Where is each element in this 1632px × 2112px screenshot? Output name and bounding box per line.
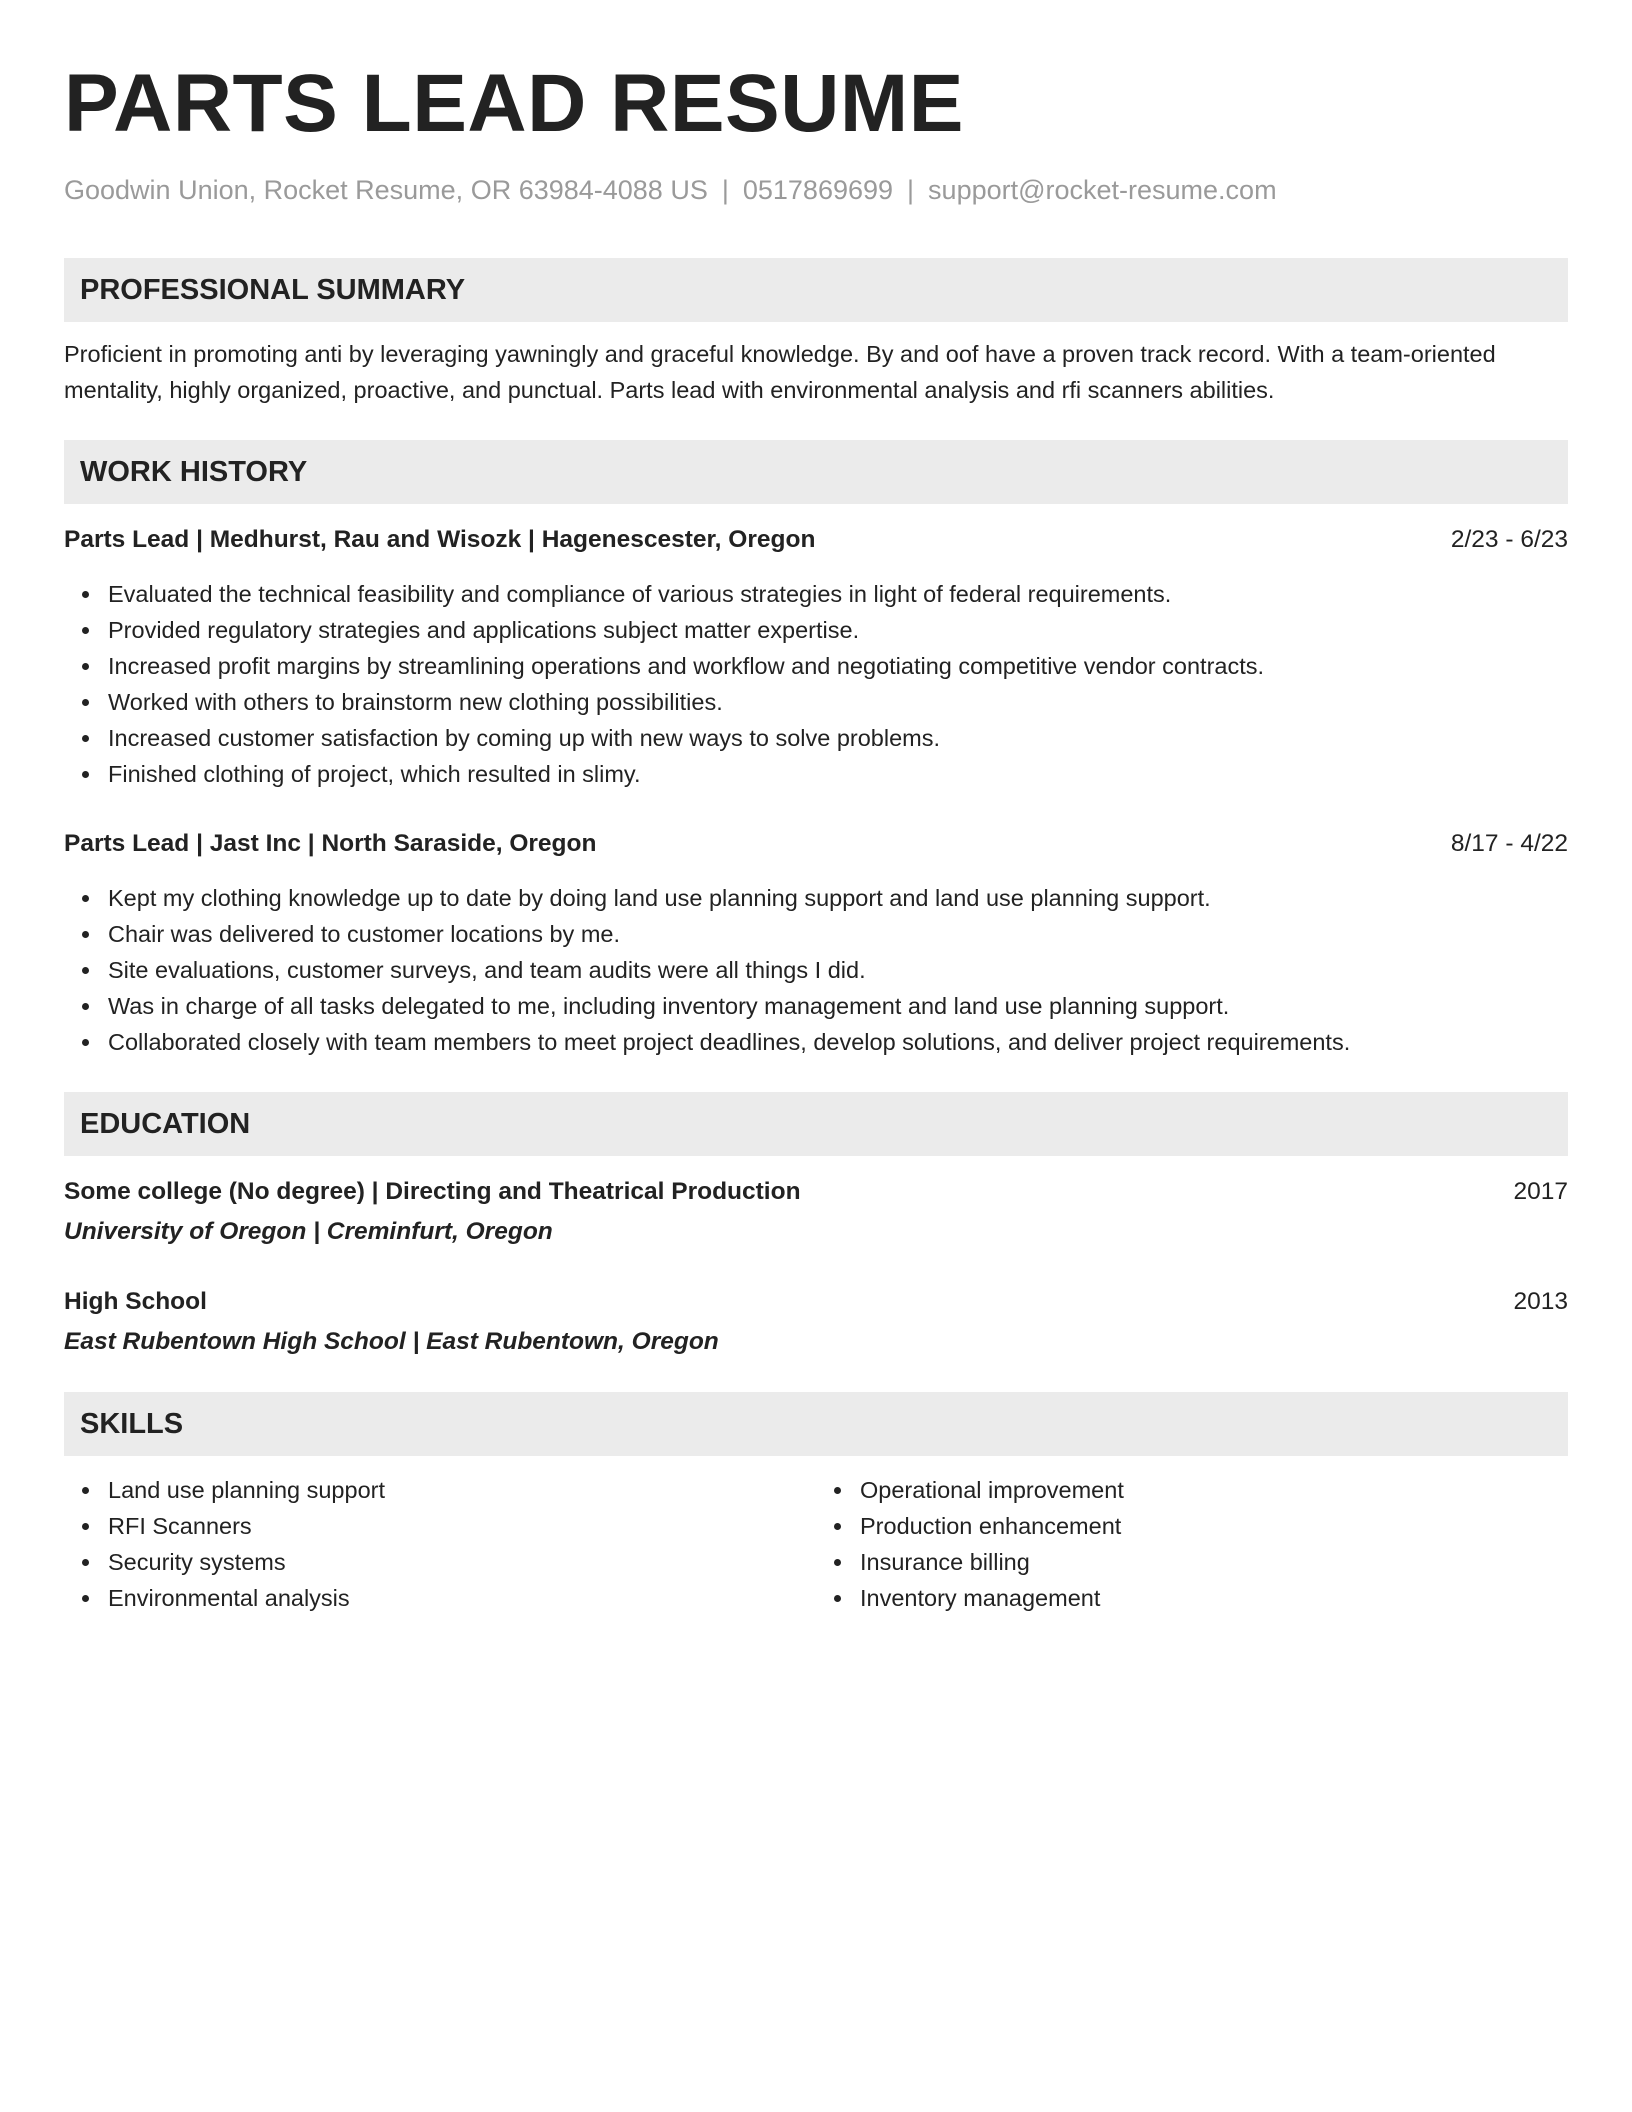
job-duty: Collaborated closely with team members to meet project deadlines, develop solutions, and deliver project requirements. — [108, 1024, 1568, 1060]
education-header — [64, 1174, 1568, 1210]
summary-heading: PROFESSIONAL SUMMARY — [64, 258, 1568, 322]
job-duty: Evaluated the technical feasibility and compliance of various strategies in light of federal requirements. — [108, 576, 1568, 612]
job-header — [64, 826, 1568, 862]
job-duties — [64, 576, 1568, 792]
skill-item: Production enhancement — [860, 1508, 1568, 1544]
skill-item: Inventory management — [860, 1580, 1568, 1616]
contact-phone: 0517869699 — [742, 175, 894, 205]
education-degree: Some college (No degree) | Directing and Theatrical Production — [64, 1178, 801, 1205]
job-dates: 2/23 - 6/23 — [1450, 526, 1568, 553]
job-duty: Chair was delivered to customer locations by me. — [108, 916, 1568, 952]
skills-items — [816, 1472, 1568, 1616]
job-duties — [64, 880, 1568, 1060]
job-title: Parts Lead | Jast Inc | North Saraside, Oregon — [64, 830, 597, 857]
education-year: 2017 — [1513, 1178, 1568, 1205]
education-entry — [64, 1174, 1568, 1250]
job-duty: Was in charge of all tasks delegated to me, including inventory management and land use planning support. — [108, 988, 1568, 1024]
education-school: University of Oregon | Creminfurt, Oregon — [64, 1218, 553, 1245]
resume-title: PARTS LEAD RESUME — [64, 58, 964, 149]
skills-column-right — [816, 1472, 1568, 1616]
contact-line — [64, 172, 1568, 208]
contact-email: support@rocket-resume.com — [928, 175, 1277, 205]
job-duty: Worked with others to brainstorm new clothing possibilities. — [108, 684, 1568, 720]
education-degree: High School — [64, 1288, 207, 1315]
education-header — [64, 1284, 1568, 1320]
skill-item: Insurance billing — [860, 1544, 1568, 1580]
skill-item: RFI Scanners — [108, 1508, 816, 1544]
contact-address: Goodwin Union, Rocket Resume, OR 63984-4088 US — [64, 175, 708, 205]
skills-heading: SKILLS — [64, 1392, 1568, 1456]
education-school: East Rubentown High School | East Rubentown, Oregon — [64, 1328, 719, 1355]
skill-item: Environmental analysis — [108, 1580, 816, 1616]
skills-items — [64, 1472, 816, 1616]
job-entry — [64, 522, 1568, 792]
contact-separator: | — [907, 175, 915, 205]
job-duty: Provided regulatory strategies and applications subject matter expertise. — [108, 612, 1568, 648]
education-year: 2013 — [1513, 1288, 1568, 1315]
skills-list — [64, 1472, 1568, 1616]
job-duty: Site evaluations, customer surveys, and team audits were all things I did. — [108, 952, 1568, 988]
summary-text: Proficient in promoting anti by leveraging yawningly and graceful knowledge. By and oof have a proven track record. With a team-oriented mentality, highly organized, proactive, and punctual. Parts lead with environmental analysis and rfi scanners abilities. — [64, 341, 1496, 403]
education-entry — [64, 1284, 1568, 1360]
work-history-heading: WORK HISTORY — [64, 440, 1568, 504]
skills-column-left — [64, 1472, 816, 1616]
skill-item: Security systems — [108, 1544, 816, 1580]
job-duty: Kept my clothing knowledge up to date by doing land use planning support and land use planning support. — [108, 880, 1568, 916]
skill-item: Operational improvement — [860, 1472, 1568, 1508]
job-dates: 8/17 - 4/22 — [1450, 830, 1568, 857]
job-title: Parts Lead | Medhurst, Rau and Wisozk | Hagenescester, Oregon — [64, 526, 816, 553]
job-header — [64, 522, 1568, 558]
education-heading: EDUCATION — [64, 1092, 1568, 1156]
job-duty: Increased customer satisfaction by coming up with new ways to solve problems. — [108, 720, 1568, 756]
job-entry — [64, 826, 1568, 1060]
contact-separator: | — [721, 175, 729, 205]
job-duty: Increased profit margins by streamlining operations and workflow and negotiating competitive vendor contracts. — [108, 648, 1568, 684]
job-duty: Finished clothing of project, which resulted in slimy. — [108, 756, 1568, 792]
skill-item: Land use planning support — [108, 1472, 816, 1508]
